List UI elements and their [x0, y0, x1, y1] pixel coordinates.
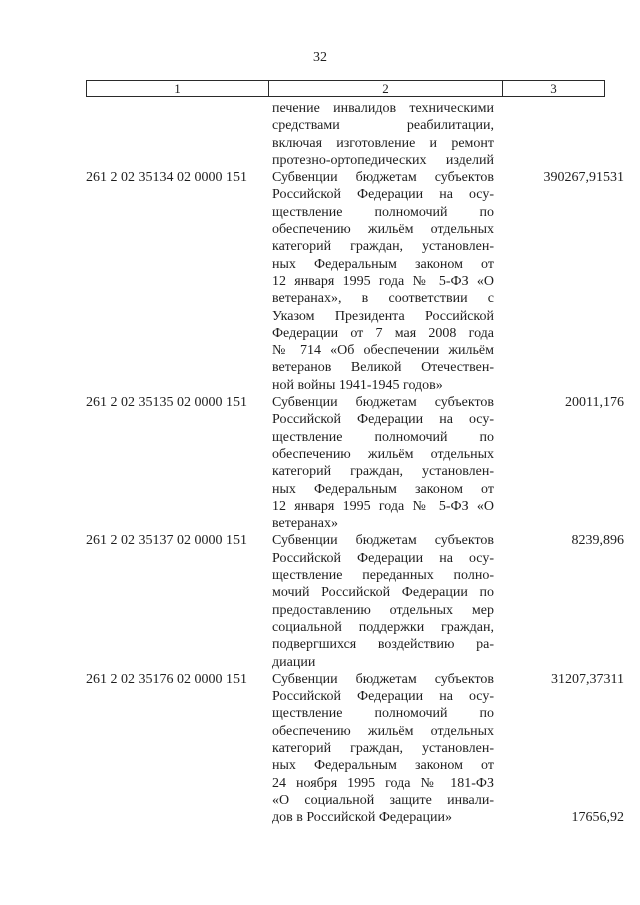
- description-line: категорий граждан, установлен-: [272, 464, 494, 480]
- description-line: ществление полномочий по: [272, 429, 494, 445]
- description-line: ных Федеральным законом от: [272, 256, 494, 272]
- continuation-row: [0, 100, 640, 169]
- description-line: категорий граждан, установлен-: [272, 740, 494, 756]
- description-line: 24 ноября 1995 года № 181-ФЗ: [272, 775, 494, 791]
- description-line: ществление переданных полно-: [272, 568, 494, 584]
- description-cell: [272, 532, 494, 670]
- description-line: обеспечению жильём отдельных: [272, 723, 494, 739]
- table-body: [0, 100, 640, 826]
- description-line: Российской Федерации на осу-: [272, 187, 494, 203]
- amount-cell: 20011,176: [565, 395, 624, 411]
- table-row: [0, 394, 640, 532]
- description-cell: [272, 100, 494, 169]
- description-line: Российской Федерации на осу-: [272, 689, 494, 705]
- code-cell: 261 2 02 35137 02 0000 151: [86, 533, 247, 549]
- column-2-header: 2: [269, 81, 503, 96]
- description-line: ветеранах», в соответствии с: [272, 291, 494, 307]
- description-line: Указом Президента Российской: [272, 308, 494, 324]
- description-line: мочий Российской Федерации по: [272, 585, 494, 601]
- amount-cell: [494, 100, 624, 169]
- description-cell: [272, 671, 494, 827]
- description-line: ной войны 1941-1945 годов»: [272, 377, 443, 393]
- description-line: Федерации от 7 мая 2008 года: [272, 325, 494, 341]
- description-line: диации: [272, 654, 316, 670]
- description-line: ных Федеральным законом от: [272, 758, 494, 774]
- description-line: включая изготовление и ремонт: [272, 135, 494, 151]
- description-line: протезно-ортопедических изделий: [272, 152, 494, 168]
- description-line: Субвенции бюджетам субъектов: [272, 395, 494, 411]
- description-cell: [272, 169, 494, 394]
- description-line: 12 января 1995 года № 5-ФЗ «О: [272, 498, 494, 514]
- code-cell: 261 2 02 35176 02 0000 151: [86, 671, 247, 687]
- description-line: ществление полномочий по: [272, 204, 494, 220]
- column-3-header: 3: [550, 81, 557, 96]
- description-line: Российской Федерации на осу-: [272, 412, 494, 428]
- description-line: категорий граждан, установлен-: [272, 239, 494, 255]
- description-line: 12 января 1995 года № 5-ФЗ «О: [272, 273, 494, 289]
- description-line: обеспечению жильём отдельных: [272, 222, 494, 238]
- table-row: [0, 671, 640, 827]
- description-line: подвергшихся воздействию ра-: [272, 637, 494, 653]
- description-line: Субвенции бюджетам субъектов: [272, 671, 494, 687]
- description-line: ветеранов Великой Отечествен-: [272, 360, 494, 376]
- description-line: дов в Российской Федерации»: [272, 810, 452, 826]
- code-cell: 261 2 02 35135 02 0000 151: [86, 395, 247, 411]
- description-line: Российской Федерации на осу-: [272, 550, 494, 566]
- description-line: № 714 «Об обеспечении жильём: [272, 343, 494, 359]
- table-row: [0, 169, 640, 394]
- amount-cell: [494, 671, 624, 827]
- description-line: «О социальной защите инвали-: [272, 792, 494, 808]
- description-line: ветеранах»: [272, 516, 338, 532]
- amount-cell: 8239,896: [571, 533, 624, 549]
- description-line: социальной поддержки граждан,: [272, 619, 494, 635]
- code-cell: 261 2 02 35134 02 0000 151: [86, 170, 247, 186]
- table-row: [0, 532, 640, 670]
- column-1-header: 1: [87, 81, 269, 96]
- description-line: Субвенции бюджетам субъектов: [272, 170, 494, 186]
- amount-value: 17656,92: [571, 810, 624, 826]
- table-header-row: [86, 80, 605, 97]
- code-cell: [0, 100, 268, 169]
- description-line: ных Федеральным законом от: [272, 481, 494, 497]
- description-line: Субвенции бюджетам субъектов: [272, 533, 494, 549]
- amount-cell: 390267,91531: [543, 170, 624, 186]
- page-number: 32: [313, 50, 327, 65]
- description-line: печение инвалидов техническими средствами реабилитации,: [272, 101, 494, 134]
- description-line: обеспечению жильём отдельных: [272, 446, 494, 462]
- description-line: ществление полномочий по: [272, 706, 494, 722]
- description-line: предоставлению отдельных мер: [272, 602, 494, 618]
- description-cell: [272, 394, 494, 532]
- amount-value: 31207,37311: [551, 671, 624, 687]
